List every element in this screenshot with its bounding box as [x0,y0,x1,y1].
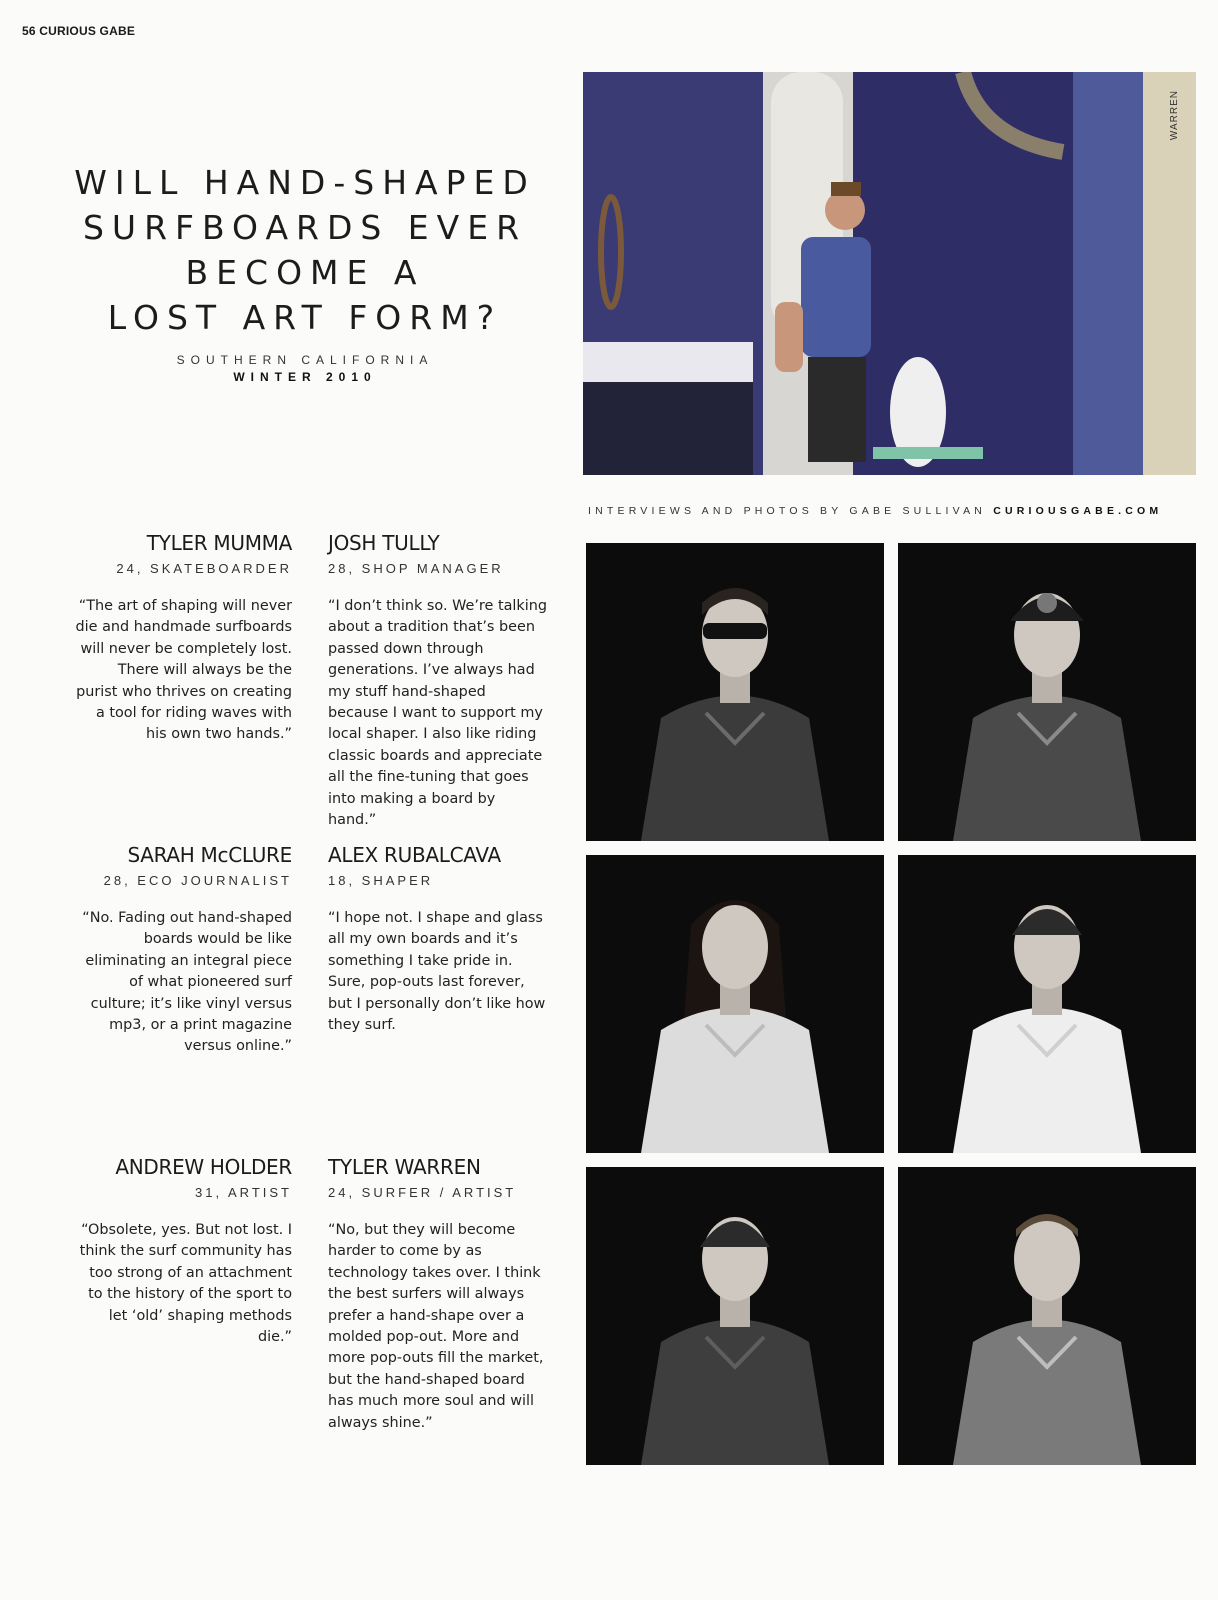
interview-andrew-holder [72,1155,292,1348]
portrait-sunglasses [703,623,767,639]
headline-line: SURFBOARDS EVER [82,208,528,247]
portrait-photo [898,543,1196,841]
person-quote: “Obsolete, yes. But not lost. I think the surf community has too strong of an attachment to the history of the sport to let ‘old’ shaping methods die.” [79,1222,292,1346]
portrait-illustration [898,543,1196,841]
portrait-torso [641,1320,829,1466]
headline-line: WILL HAND-SHAPED [74,163,536,202]
person-meta: 24, SURFER / ARTIST [328,1185,517,1200]
person-quote: “I don’t think so. We’re talking about a tradition that’s been passed down through generations. I’ve always had my stuff hand-shaped because I want to support my local shaper. I also like riding classic boards and appreciate all the fine-tuning that goes into making a board by hand.” [328,598,547,829]
person-meta: 28, ECO JOURNALIST [103,873,292,888]
interview-josh-tully [328,531,548,831]
portrait-illustration [898,855,1196,1153]
hero-photo-credit: WARREN [1169,90,1180,141]
portrait-photo [898,855,1196,1153]
portrait-torso [641,696,829,842]
person-name: JOSH TULLY [328,531,440,555]
person-meta: 24, SKATEBOARDER [116,561,292,576]
portrait-illustration [586,855,884,1153]
byline-site: CURIOUSGABE.COM [993,505,1163,517]
portrait-illustration [898,1167,1196,1465]
portrait-photo [586,1167,884,1465]
byline [588,505,1198,517]
portrait-face [702,905,768,989]
byline-text: INTERVIEWS AND PHOTOS BY GABE SULLIVAN [588,505,987,517]
hero-photo-illustration [583,72,1196,475]
person-meta: 31, ARTIST [195,1185,292,1200]
person-meta: 28, SHOP MANAGER [328,561,504,576]
portrait-torso [953,696,1141,842]
article-location: SOUTHERN CALIFORNIA [176,353,434,367]
article-headline [40,160,570,340]
headline-line: LOST ART FORM? [107,298,503,337]
portrait-photo [898,1167,1196,1465]
article-season: WINTER 2010 [233,370,377,384]
interview-sarah-mcclure [72,843,292,1058]
hero-photo [583,72,1196,475]
portrait-illustration [586,1167,884,1465]
person-quote: “The art of shaping will never die and handmade surfboards will never be completely lost. There will always be the purist who thrives on creating a tool for riding waves with his own two hands.” [75,598,292,743]
person-quote: “No. Fading out hand-shaped boards would be like eliminating an integral piece of what pioneered surf culture; it’s like vinyl versus mp3, or a print magazine versus online.” [82,910,292,1055]
portrait-torso [953,1320,1141,1466]
person-quote: “I hope not. I shape and glass all my own boards and it’s something I take pride in. Sure, pop-outs last forever, but I personally don’t like how they surf. [328,910,546,1034]
portrait-cap-badge [1037,593,1057,613]
portrait-torso [641,1008,829,1154]
portrait-photo [586,855,884,1153]
person-name: TYLER WARREN [328,1155,481,1179]
person-name: ALEX RUBALCAVA [328,843,501,867]
person-meta: 18, SHAPER [328,873,434,888]
interview-tyler-mumma [72,531,292,746]
person-name: ANDREW HOLDER [115,1155,292,1179]
person-name: TYLER MUMMA [146,531,292,555]
person-name: SARAH McCLURE [127,843,292,867]
interview-alex-rubalcava [328,843,548,1036]
headline-line: BECOME A [185,253,425,292]
portrait-photo [586,543,884,841]
portrait-torso [953,1008,1141,1154]
interview-tyler-warren [328,1155,548,1434]
portrait-illustration [586,543,884,841]
person-quote: “No, but they will become harder to come by as technology takes over. I think the best surfers will always prefer a hand-shape over a molded pop-out. More and more pop-outs fill the market, but the hand-shaped board has much more soul and will always shine.” [328,1222,544,1431]
page-folio: 56 CURIOUS GABE [22,24,136,38]
